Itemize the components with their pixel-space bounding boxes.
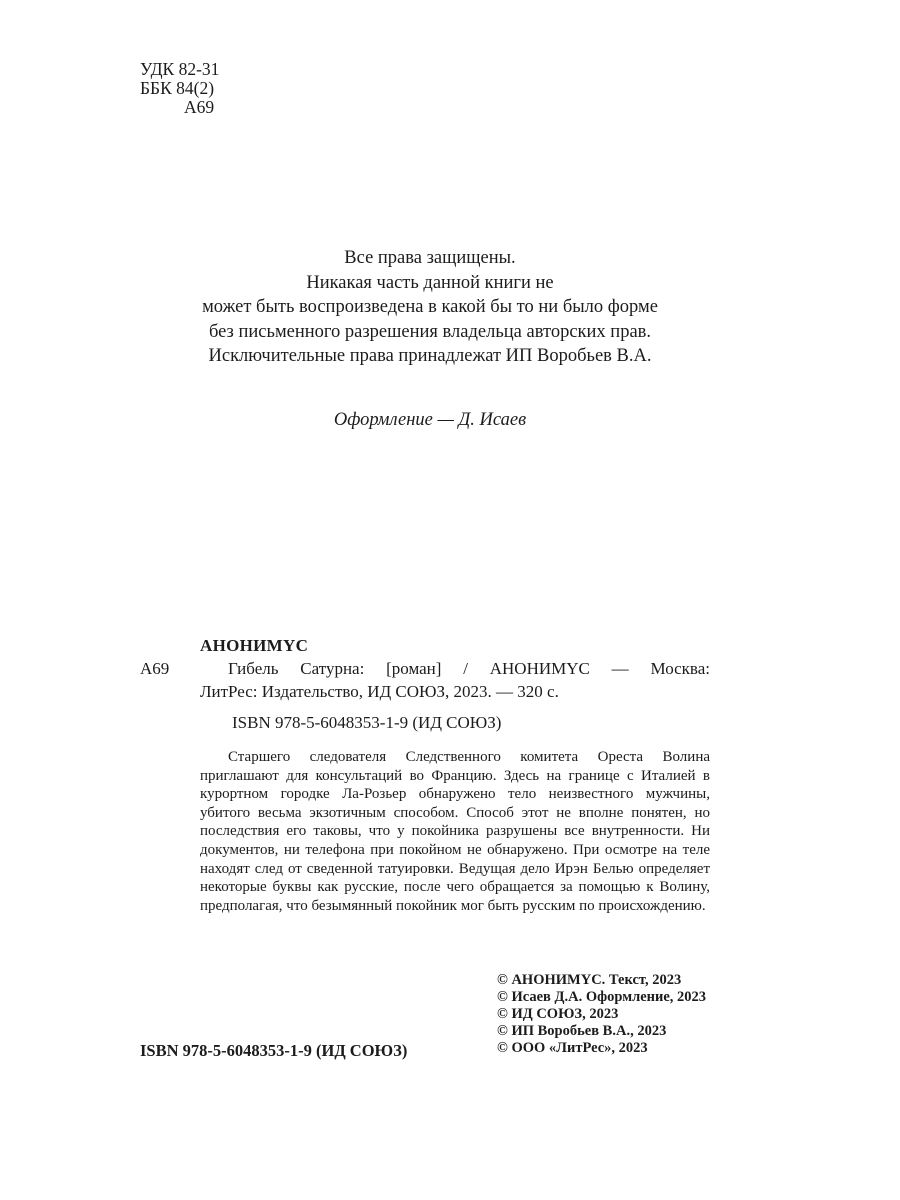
- isbn-footer: ISBN 978-5-6048353-1-9 (ИД СОЮЗ): [140, 1041, 408, 1060]
- entry-description-line2: ЛитРес: Издательство, ИД СОЮЗ, 2023. — 320 с.: [200, 682, 559, 701]
- udk-line: УДК 82-31: [140, 59, 220, 79]
- bibliographic-description: [140, 657, 710, 703]
- rights-notice-line: без письменного разрешения владельца авторских прав.: [208, 321, 652, 342]
- entry-text: [200, 657, 710, 703]
- entry-code: А69: [140, 659, 170, 678]
- entry-description-line1: Гибель Сатурна: [роман] / АНОНИМYC — Москва:: [228, 659, 710, 678]
- classification-block: [140, 60, 219, 117]
- bibliographic-entry: [140, 634, 710, 734]
- copyright-list: [497, 972, 706, 1057]
- bbk-line: ББК 84(2): [140, 78, 215, 98]
- copyright-line: © Исаев Д.А. Оформление, 2023: [497, 989, 707, 1005]
- rights-notice-line: Все права защищены.: [344, 248, 516, 268]
- copyright-line: © ИД СОЮЗ, 2023: [497, 1006, 619, 1022]
- design-credit: Оформление — Д. Исаев: [333, 410, 527, 430]
- rights-notice: [0, 246, 860, 369]
- annotation-paragraph: Старшего следователя Следственного комитета Ореста Волина приглашают для консультаций во Францию. Здесь на границе с Италией в курортном городке Ла-Розьер обнаружено тело неизвестного мужчины, убитого весьма экзотичным способом. Способ этот не вполне понятен, но последствия его таковы, что у покойника разрушены все внутренности. Ни документов, ни телефона при покойном не обнаружено. При осмотре на теле находят след от сведенной татуировки. Ведущая дело Ирэн Белью определяет некоторые буквы как русские, после чего обращается за помощью к Волину, предполагая, что безымянный покойник мог быть русским по происхождению.: [200, 749, 710, 914]
- copyright-line: © ООО «ЛитРес», 2023: [497, 1040, 648, 1056]
- isbn-line: ISBN 978-5-6048353-1-9 (ИД СОЮЗ): [232, 713, 502, 732]
- copyright-line: © АНОНИМYC. Текст, 2023: [497, 972, 682, 988]
- rights-notice-line: Никакая часть данной книги не: [306, 272, 554, 293]
- copyright-line: © ИП Воробьев В.А., 2023: [497, 1023, 667, 1039]
- author-name: АНОНИМYC: [200, 636, 309, 655]
- rights-notice-line: Исключительные права принадлежат ИП Воробьев В.А.: [208, 346, 652, 366]
- author-code-line: А69: [184, 97, 215, 117]
- rights-notice-line: может быть воспроизведена в какой бы то ни было форме: [202, 297, 658, 317]
